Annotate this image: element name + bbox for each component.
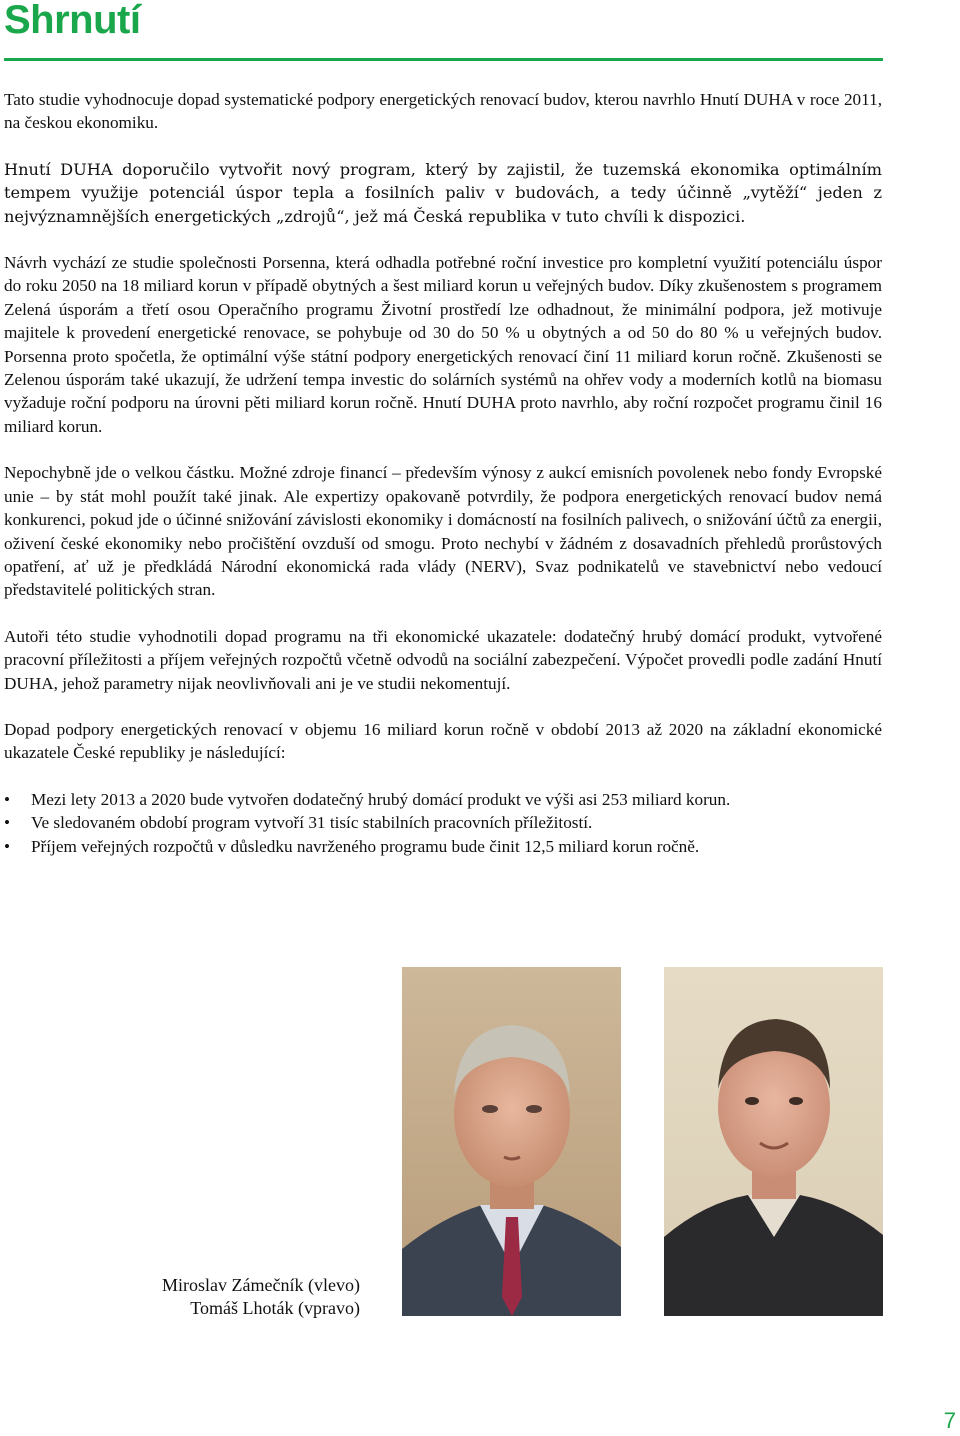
paragraph-impact: Dopad podpory energetických renovací v objemu 16 miliard korun ročně v období 2013 až 2020 na základní ekonomické ukazatele České republiky je následující: — [4, 719, 882, 763]
page-number: 7 — [943, 1408, 956, 1433]
list-item — [4, 835, 882, 858]
list-item — [4, 788, 882, 811]
bullet-icon: • — [4, 789, 11, 809]
photo-caption — [100, 1274, 360, 1320]
portrait-photo-right — [664, 967, 883, 1316]
impact-list — [4, 788, 882, 858]
portrait-photo-left — [402, 967, 621, 1316]
paragraph-program: Hnutí DUHA doporučilo vytvořit nový program, který by zajistil, že tuzemská ekonomika optimálním tempem využije potenciál úspor tepla a fosilních paliv v budovách, a tedy účinně „vytěží“ jeden z nejvýznamnějších energetických „zdrojů“, jež má Česká republika v tuto chvíli k dispozici. — [4, 159, 882, 226]
list-item-text: Příjem veřejných rozpočtů v důsledku navrženého programu bude činit 12,5 miliard korun ročně. — [31, 836, 700, 856]
caption-left-person: Miroslav Zámečník (vlevo) — [162, 1275, 360, 1295]
caption-right-person: Tomáš Lhoták (vpravo) — [190, 1298, 360, 1318]
bullet-icon: • — [4, 813, 11, 833]
title-divider — [4, 58, 883, 61]
list-item-text: Ve sledovaném období program vytvoří 31 tisíc stabilních pracovních příležitostí. — [31, 813, 593, 833]
list-item-text: Mezi lety 2013 a 2020 bude vytvořen dodatečný hrubý domácí produkt ve výši asi 253 miliard korun. — [31, 789, 731, 809]
body-text — [4, 88, 882, 858]
bullet-icon: • — [4, 836, 11, 856]
paragraph-porsenna: Návrh vychází ze studie společnosti Porsenna, která odhadla potřebné roční investice pro kompletní využití potenciálu úspor do roku 2050 na 18 miliard korun v případě obytných a šest miliard korun u veřejných budov. Díky zkušenostem s programem Zelená úsporám a třetí osou Operačního programu Životní prostředí lze odhadnout, že minimální podpora, jež motivuje majitele k provedení energetické renovace, se pohybuje od 30 do 50 % u obytných a od 50 do 80 % u veřejných budov. Porsenna proto spočetla, že optimální výše státní podpory energetických renovací činí 11 miliard korun ročně. Zkušenosti se Zelenou úsporám také ukazují, že udržení tempa investic do solárních systémů na ohřev vody a moderních kotlů na biomasu vyžaduje roční podporu na úrovni pěti miliard korun ročně. Hnutí DUHA proto navrhlo, aby roční rozpočet programu činil 16 miliard korun. — [4, 253, 882, 436]
paragraph-method: Autoři této studie vyhodnotili dopad programu na tři ekonomické ukazatele: dodatečný hrubý domácí produkt, vytvořené pracovní příležitosti a příjem veřejných rozpočtů včetně odvodů na sociální zabezpečení. Výpočet provedli podle zadání Hnutí DUHA, jehož parametry nijak neovlivňovali ani je ve studii nekomentují. — [4, 626, 882, 693]
page-title: Shrnutí — [4, 0, 141, 42]
list-item — [4, 811, 882, 834]
paragraph-intro: Tato studie vyhodnocuje dopad systematické podpory energetických renovací budov, kterou navrhlo Hnutí DUHA v roce 2011, na českou ekonomiku. — [4, 90, 882, 133]
paragraph-funding: Nepochybně jde o velkou částku. Možné zdroje financí – především výnosy z aukcí emisních povolenek nebo fondy Evropské unie – by stát mohl použít také jinak. Ale expertizy opakovaně potvrdily, že podpora energetických renovací budov nemá konkurenci, pokud jde o účinné snižování závislosti ekonomiky i domácností na fosilních palivech, o snižování účtů za energii, oživení české ekonomiky nebo pročištění ovzduší od smogu. Proto nechybí v žádném z dosavadních přehledů prorůstových opatření, ať už je předkládá Národní ekonomická rada vlády (NERV), Svaz podnikatelů ve stavebnictví nebo vedoucí představitelé politických stran. — [4, 463, 882, 600]
